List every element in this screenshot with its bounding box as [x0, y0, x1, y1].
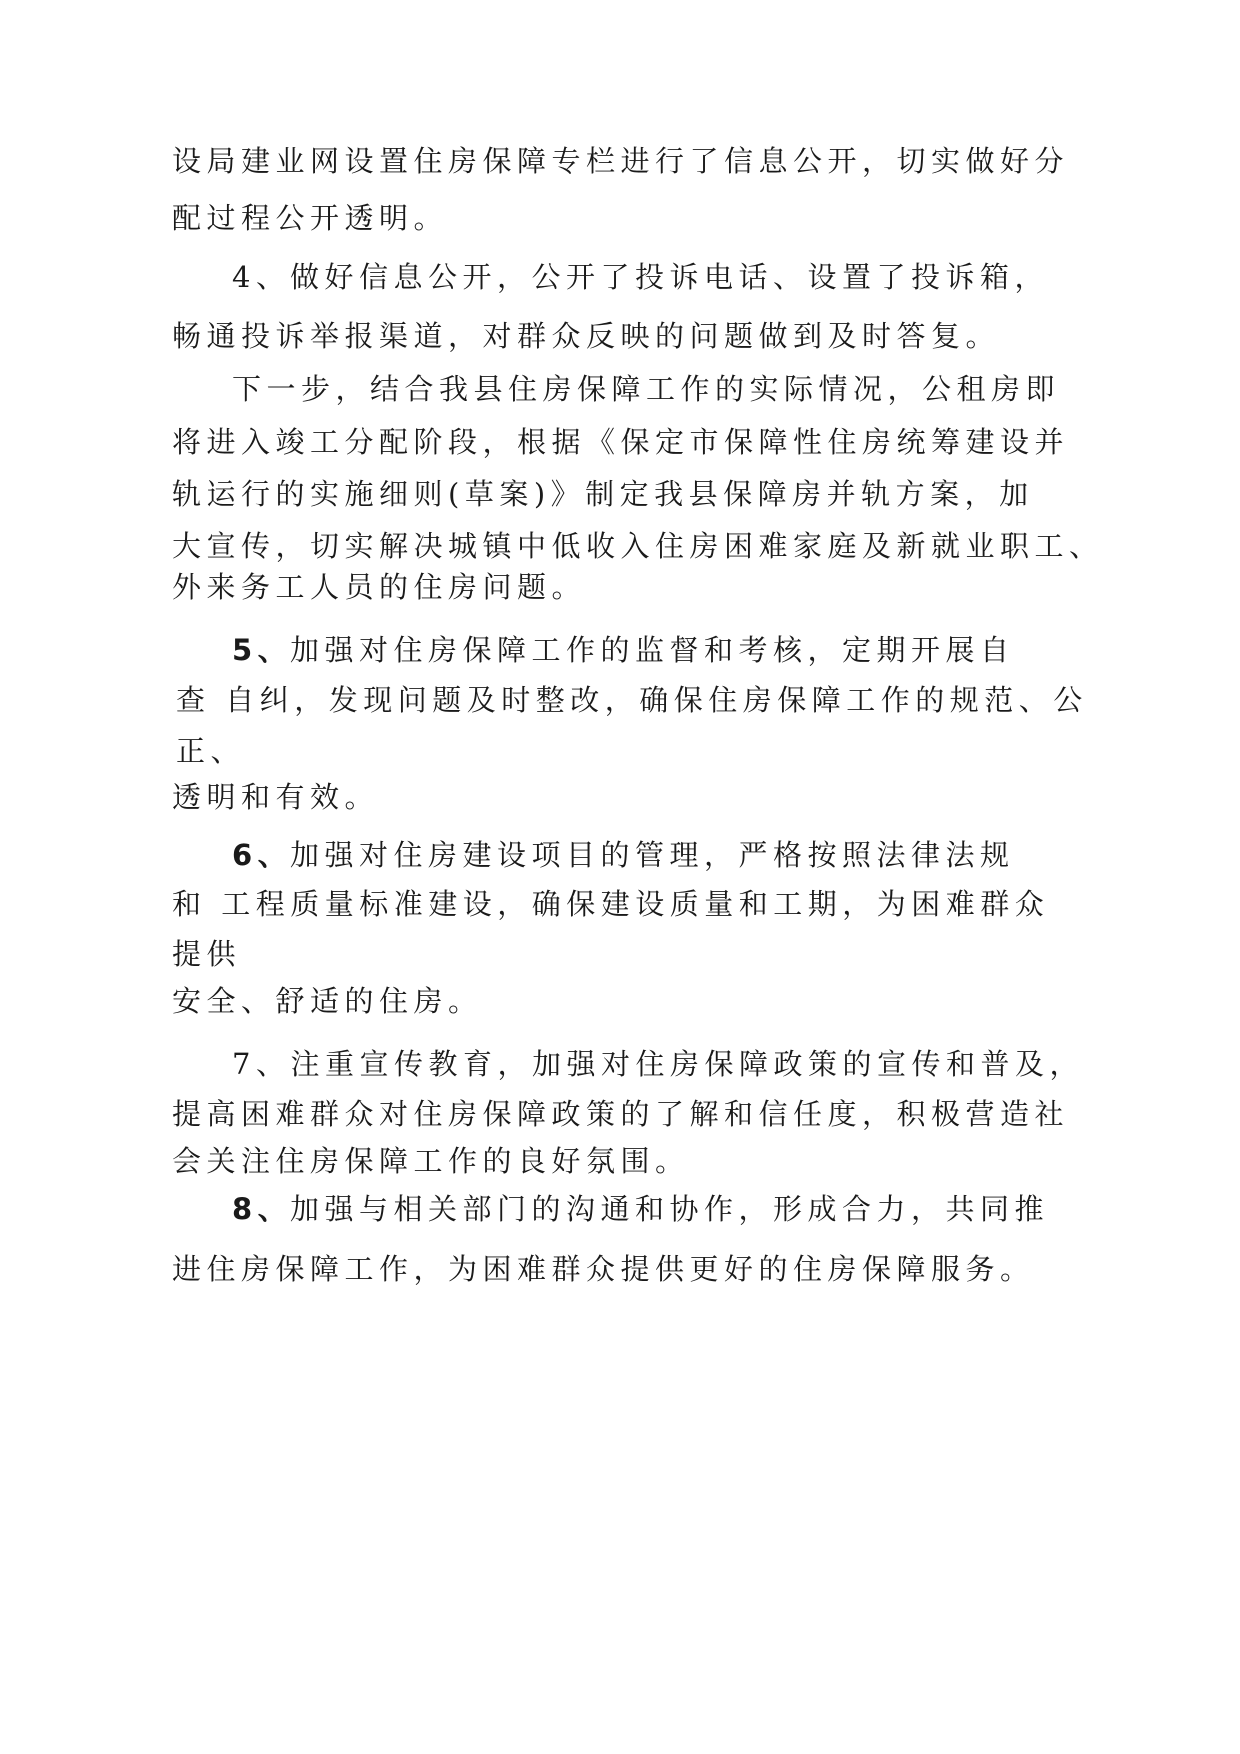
- item-8-line-1: 加强与相关部门的沟通和协作，形成合力，共同推: [290, 1192, 1050, 1226]
- item-5-number: 5、: [232, 633, 293, 667]
- item-5-line-2: 查 自纠，发现问题及时整改，确保住房保障工作的规范、公: [176, 683, 1088, 717]
- item-6-line-3: 提供: [172, 937, 242, 971]
- paragraph-3-line-3: 轨运行的实施细则(草案)》制定我县保障房并轨方案，加: [172, 477, 1034, 511]
- item-5-line-1: 加强对住房保障工作的监督和考核，定期开展自: [290, 633, 1015, 667]
- item-8-number: 8、: [232, 1192, 293, 1226]
- item-6-line-4: 安全、舒适的住房。: [172, 984, 483, 1018]
- paragraph-3-line-4: 大宣传，切实解决城镇中低收入住房困难家庭及新就业职工、: [172, 529, 1104, 563]
- paragraph-1-line-1: 设局建业网设置住房保障专栏进行了信息公开，切实做好分: [172, 144, 1070, 178]
- paragraph-1-line-2: 配过程公开透明。: [172, 201, 449, 235]
- paragraph-3-line-2: 将进入竣工分配阶段，根据《保定市保障性住房统筹建设并: [172, 425, 1070, 459]
- item-4-line-1: 做好信息公开，公开了投诉电话、设置了投诉箱，: [290, 260, 1050, 294]
- paragraph-3-line-5: 外来务工人员的住房问题。: [172, 570, 587, 604]
- item-6-number: 6、: [232, 838, 293, 872]
- item-6-line-1: 加强对住房建设项目的管理，严格按照法律法规: [290, 838, 1015, 872]
- paragraph-3-line-1: 下一步，结合我县住房保障工作的实际情况，公租房即: [232, 372, 1061, 406]
- item-8-line-2: 进住房保障工作，为困难群众提供更好的住房保障服务。: [172, 1252, 1035, 1286]
- item-5-line-3: 正、: [176, 734, 246, 768]
- item-7-line-2: 提高困难群众对住房保障政策的了解和信任度，积极营造社: [172, 1097, 1070, 1131]
- item-7-line-1: 7、注重宣传教育，加强对住房保障政策的宣传和普及，: [232, 1047, 1084, 1081]
- item-5-line-4: 透明和有效。: [172, 780, 380, 814]
- item-4-line-2: 畅通投诉举报渠道，对群众反映的问题做到及时答复。: [172, 319, 1001, 353]
- item-6-line-2: 和 工程质量标准建设，确保建设质量和工期，为困难群众: [172, 887, 1050, 921]
- item-4-number: 4、: [232, 260, 291, 294]
- item-7-line-3: 会关注住房保障工作的良好氛围。: [172, 1144, 690, 1178]
